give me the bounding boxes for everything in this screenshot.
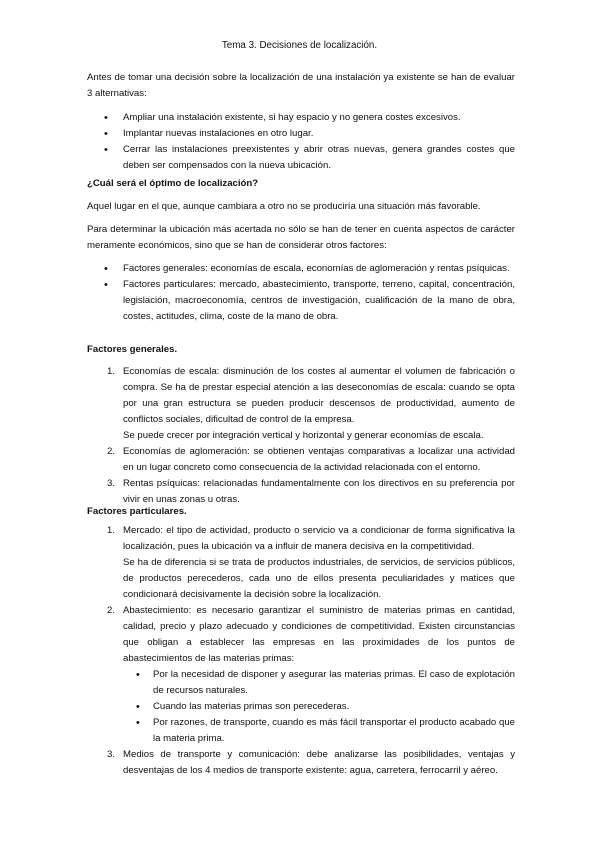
- list-item: [87, 523, 515, 603]
- list-item: [87, 747, 515, 779]
- item-text: Abastecimiento: es necesario garantizar el suministro de materias primas en cantidad, calidad, precio y plazo adecuado y condiciones de competitividad. Existen circunstancias que obligan a establecer las empresas en las proximidades de los puntos de abastecimientos de las materias primas:: [123, 605, 515, 664]
- intro-paragraph: Antes de tomar una decisión sobre la localización de una instalación ya existente se han de evaluar 3 alternativas:: [87, 72, 515, 99]
- page-title: Tema 3. Decisiones de localización.: [221, 40, 378, 51]
- optimal-paragraph: Aquel lugar en el que, aunque cambiara a otro no se produciría una situación más favorable.: [87, 201, 481, 212]
- item-note: Se puede crecer por integración vertical y horizontal y generar economías de escala.: [123, 430, 484, 441]
- sub-list-item: • Por la necesidad de disponer y asegurar las materias primas. El caso de explotación de recursos naturales.: [123, 667, 515, 699]
- determine-paragraph: Para determinar la ubicación más acertada no sólo se han de tener en cuenta aspectos de carácter meramente económicos, sino que se han de considerar otros factores:: [87, 224, 515, 251]
- particular-factors-heading: Factores particulares.: [87, 506, 187, 517]
- sub-list-item: • Cuando las materias primas son perecederas.: [123, 699, 515, 715]
- general-factors-list: [87, 364, 515, 508]
- list-item: [87, 603, 515, 747]
- optimal-heading: ¿Cuál será el óptimo de localización?: [87, 178, 259, 189]
- particular-factors-list: [87, 523, 515, 779]
- item-text: Rentas psíquicas: relacionadas fundamentalmente con los directivos en su preferencia por vivir en unas zonas u otras.: [123, 478, 515, 505]
- alternatives-list: [87, 110, 515, 174]
- general-factors-heading: Factores generales.: [87, 344, 178, 355]
- factor-types-list: [87, 261, 515, 325]
- item-number: 1.: [107, 366, 116, 377]
- item-note: Se ha de diferencia si se trata de productos industriales, de servicios, de servicios públicos, de productos perecederos, cada uno de ellos presenta peculiaridades y matices que condicionará decisivamente la decisión sobre la localización.: [123, 557, 515, 600]
- list-item: • Cerrar las instalaciones preexistentes y abrir otras nuevas, genera grandes costes que deben ser compensados con la nueva ubicación.: [87, 142, 515, 174]
- list-item: • Ampliar una instalación existente, si hay espacio y no genera costes excesivos.: [87, 110, 515, 126]
- item-number: 2.: [107, 446, 116, 457]
- item-text: Economías de escala: disminución de los costes al aumentar el volumen de fabricación o compra. Se ha de prestar especial atención a las deseconomías de escala: cuando se opta por una gran estructura se pueden producir descensos de productividad, aumento de conflictos sociales, dificultad de control de la empresa.: [123, 366, 515, 425]
- item-text: Medios de transporte y comunicación: debe analizarse las posibilidades, ventajas y desventajas de los 4 medios de transporte existente: agua, carretera, ferrocarril y aéreo.: [123, 749, 515, 776]
- item-number: 3.: [107, 478, 116, 489]
- item-number: 1.: [107, 525, 116, 536]
- list-item: • Implantar nuevas instalaciones en otro lugar.: [87, 126, 515, 142]
- sub-list: [123, 667, 515, 747]
- list-item: • Factores generales: economías de escala, economías de aglomeración y rentas psíquicas.: [87, 261, 515, 277]
- item-number: 2.: [107, 605, 116, 616]
- item-text: Mercado: el tipo de actividad, producto o servicio va a condicionar de forma significativa la localización, pues la ubicación va a influir de manera decisiva en la competitividad.: [123, 525, 515, 552]
- item-text: Economías de aglomeración: se obtienen ventajas comparativas a localizar una actividad en un lugar concreto como consecuencia de la actividad relacionada con el entorno.: [123, 446, 515, 473]
- item-number: 3.: [107, 749, 116, 760]
- sub-list-item: • Por razones, de transporte, cuando es más fácil transportar el producto acabado que la materia prima.: [123, 715, 515, 747]
- list-item: [87, 364, 515, 444]
- list-item: [87, 444, 515, 476]
- list-item: • Factores particulares: mercado, abastecimiento, transporte, terreno, capital, concentración, legislación, macroeconomía, centros de investigación, cualificación de la mano de obra, costes, actitudes, clima, coste de la mano de obra.: [87, 277, 515, 325]
